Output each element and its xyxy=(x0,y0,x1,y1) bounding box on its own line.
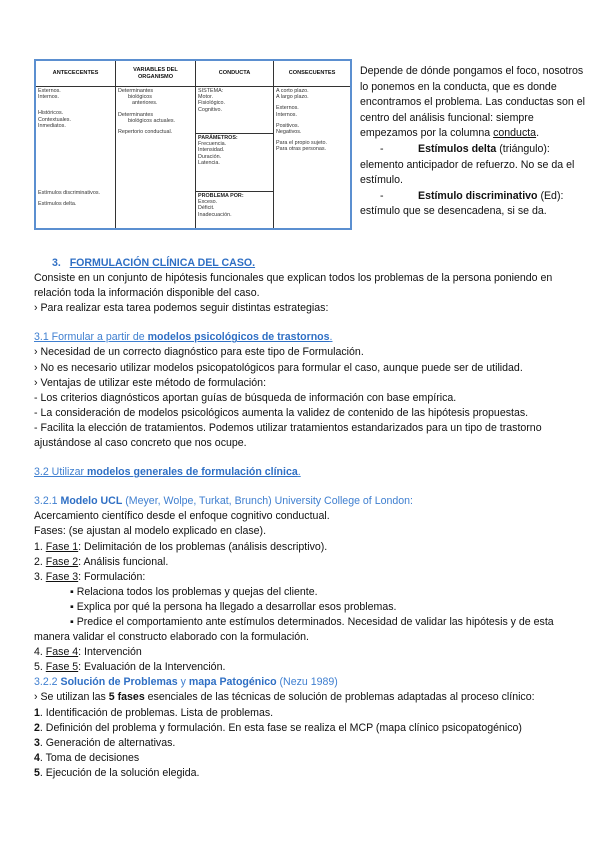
delta-term: Estímulos delta xyxy=(418,142,497,155)
organismo-column xyxy=(116,61,196,228)
phase-item xyxy=(34,645,574,660)
diagram-text: Repertorio conductual. xyxy=(118,129,173,136)
diagram-text: Determinantes xyxy=(118,111,154,118)
phase-number: 5. xyxy=(34,661,46,674)
heading-number: 3. xyxy=(52,257,61,269)
dash-bullet: - xyxy=(380,142,384,155)
diagram-text: Inadecuación. xyxy=(198,211,232,218)
diagram-text: Para el propio sujeto. xyxy=(276,140,327,147)
diagram-text: Contextuales. xyxy=(38,116,71,123)
phase-item xyxy=(34,570,574,585)
phase-text: : Formulación: xyxy=(78,570,146,583)
ed-term: Estímulo discriminativo xyxy=(418,189,538,202)
side-paragraph xyxy=(360,64,586,220)
section-3-2-1-heading xyxy=(34,494,574,509)
phase-label: Fase 3 xyxy=(45,570,79,583)
list-line: › Necesidad de un correcto diagnóstico para este tipo de Formulación. xyxy=(34,346,364,359)
step-text: . Definición del problema y formulación. En esta fase se realiza el MCP (mapa clínico psicopatogénico) xyxy=(39,721,522,734)
diagram-text: Cognitivo. xyxy=(198,106,222,113)
diagram-text: Históricos. xyxy=(38,110,64,117)
phase-item xyxy=(34,540,574,555)
diagram-text: Inmediatos. xyxy=(38,122,66,129)
step-number: 3 xyxy=(34,736,40,749)
diagram-text: Exceso. xyxy=(198,199,218,206)
phase-item xyxy=(34,555,574,570)
diagram-text: biológicos xyxy=(128,94,152,101)
diagram-text: Motor. xyxy=(198,94,213,101)
step-item xyxy=(34,736,574,751)
step-text: . Ejecución de la solución elegida. xyxy=(39,766,200,779)
heading-number: 3.2.2 xyxy=(34,676,61,689)
phase-label: Fase 1 xyxy=(45,540,79,553)
conducta-header: CONDUCTA xyxy=(196,61,273,87)
delta-item xyxy=(360,142,586,189)
step-item xyxy=(34,706,574,721)
step-number: 2 xyxy=(34,721,40,734)
heading-title: FORMULACIÓN CLÍNICA DEL CASO. xyxy=(69,257,256,269)
heading-rest: (Nezu 1989) xyxy=(276,676,338,689)
phase-text: : Intervención xyxy=(78,646,142,659)
diagram-text: A largo plazo. xyxy=(276,94,309,101)
bullet-line: ▪ Explica por qué la persona ha llegado a desarrollar esos problemas. xyxy=(70,600,397,613)
dash-bullet: - xyxy=(380,189,384,202)
diagram-text: Intensidad. xyxy=(198,147,225,154)
intro-paragraph: Consiste en un conjunto de hipótesis funcionales que explican todos los problemas de la persona poniendo en relación toda la información disponible del caso. xyxy=(34,272,553,300)
diagram-text: Negativos. xyxy=(276,129,302,136)
diagram-text: A corto plazo. xyxy=(276,88,309,94)
phase-number: 2. xyxy=(34,555,46,568)
consecuentes-header: CONSECUENTES xyxy=(274,61,350,87)
consecuentes-column xyxy=(274,61,350,228)
diagram-text: Positivos. xyxy=(276,122,300,129)
diagram-text: Para otras personas. xyxy=(276,146,327,153)
heading-end: . xyxy=(329,331,333,344)
phase-number: 1. xyxy=(34,540,46,553)
diagram-text: Estímulos delta. xyxy=(38,201,77,208)
list-line: - Los criterios diagnósticos aportan guías de búsqueda de información con base empírica. xyxy=(34,391,457,404)
functional-analysis-diagram xyxy=(34,59,352,230)
diagram-text: Fisiológico. xyxy=(198,100,225,107)
step-text: . Toma de decisiones xyxy=(39,751,140,764)
step-number: 1 xyxy=(34,706,40,719)
section-3-2-2-heading xyxy=(34,675,574,690)
diagram-text: biológicos actuales. xyxy=(128,117,176,124)
step-number: 4 xyxy=(34,751,40,764)
heading-bold: modelos psicológicos de trastornos xyxy=(147,331,330,344)
antecedentes-items xyxy=(36,87,115,130)
consecuentes-items xyxy=(274,87,350,154)
organismo-items xyxy=(116,87,195,136)
phase-number: 3. xyxy=(34,570,46,583)
focus-paragraph xyxy=(360,64,586,142)
step-text: . Generación de alternativas. xyxy=(39,736,176,749)
phase-text: : Análisis funcional. xyxy=(78,555,169,568)
step-item xyxy=(34,766,574,781)
text-line: Fases: (se ajustan al modelo explicado en clase). xyxy=(34,525,267,538)
diagram-text: Latencia. xyxy=(198,159,220,166)
diagram-text: Externos. xyxy=(38,88,61,94)
section-3-heading xyxy=(34,256,574,271)
list-line: › Ventajas de utilizar este método de formulación: xyxy=(34,376,267,389)
text: esenciales de las técnicas de solución de problemas adaptadas al proceso clínico: xyxy=(144,691,535,704)
phase-label: Fase 5 xyxy=(45,661,79,674)
section-3-2-heading xyxy=(34,465,574,480)
bold-text: 5 fases xyxy=(108,691,145,704)
heading-prefix: 3.1 Formular a partir de xyxy=(34,331,148,344)
sistema-block xyxy=(196,87,273,114)
heading-bold: Modelo UCL xyxy=(60,495,123,508)
diagram-text: PARÁMETROS: xyxy=(198,135,238,141)
heading-end: . xyxy=(297,466,301,479)
list-line: › No es necesario utilizar modelos psicopatológicos para formular el caso, aunque puede ser de utilidad. xyxy=(34,361,523,374)
s322-intro xyxy=(34,690,574,705)
diagram-text: Duración. xyxy=(198,153,222,160)
step-item xyxy=(34,721,574,736)
phase-text: : Evaluación de la Intervención. xyxy=(78,661,226,674)
ed-item xyxy=(360,189,586,220)
heading-bold: modelos generales de formulación clínica xyxy=(86,466,298,479)
diagram-text: Internos. xyxy=(38,94,59,101)
diagram-text: Internos. xyxy=(276,111,297,118)
diagram-text: PROBLEMA POR: xyxy=(198,193,244,199)
antecedentes-bottom xyxy=(36,189,115,208)
diagram-text: Déficit. xyxy=(198,205,215,212)
phase-text: : Delimitación de los problemas (análisis descriptivo). xyxy=(78,540,328,553)
step-number: 5 xyxy=(34,766,40,779)
text: › Se utilizan las xyxy=(34,691,109,704)
antecedentes-column xyxy=(36,61,116,228)
problema-block xyxy=(196,191,273,228)
antecedentes-header: ANTECECENTES xyxy=(36,61,115,87)
diagram-text: Frecuencia. xyxy=(198,141,227,148)
list-line: - Facilita la elección de tratamientos. Podemos utilizar tratamientos estandarizados para un tipo de trastorno ajustándose al caso concreto que nos ocupe. xyxy=(34,421,542,450)
text: (Ed): estímulo que se desencadena, si se da. xyxy=(360,189,564,218)
heading-number: 3.2.1 xyxy=(34,495,61,508)
section-3-1-heading xyxy=(34,330,574,345)
conducta-column xyxy=(196,61,274,228)
text: (triángulo): elemento anticipador de refuerzo. No se da el estímulo. xyxy=(360,142,575,187)
main-content xyxy=(34,256,574,781)
step-item xyxy=(34,751,574,766)
intro-strategies: › Para realizar esta tarea podemos seguir distintas estrategias: xyxy=(34,302,329,315)
heading-prefix: 3.2 Utilizar xyxy=(34,466,87,479)
heading-bold: mapa Patogénico xyxy=(188,676,277,689)
bullet-line: ▪ Relaciona todos los problemas y quejas del cliente. xyxy=(70,585,318,598)
organismo-header: VARIABLES DEL ORGANISMO xyxy=(116,61,195,87)
phase-item xyxy=(34,660,574,675)
diagram-text: Determinantes xyxy=(118,88,154,94)
phase-label: Fase 2 xyxy=(45,555,79,568)
text: Depende de dónde pongamos el foco, nosotros lo ponemos en la conducta, que es donde encontramos el problema. Las conductas son el centro del análisis funcional: siempre empezamos por la columna xyxy=(360,65,585,140)
list-line: - La consideración de modelos psicológicos aumenta la validez de contenido de las hipótesis propuestas. xyxy=(34,406,529,419)
parametros-block xyxy=(196,133,273,189)
bullet-line-wrap xyxy=(34,615,574,645)
heading-rest: (Meyer, Wolpe, Turkat, Brunch) University College of London: xyxy=(122,495,413,508)
heading-mid: y xyxy=(177,676,189,689)
text-line: Acercamiento científico desde el enfoque cognitivo conductual. xyxy=(34,510,330,523)
bullet-line: ▪ Predice el comportamiento ante estímulos determinados. Necesidad de validar las hipótesis y de esta manera validar el constructo elaborado con la formulación. xyxy=(34,615,554,644)
heading-bold: Solución de Problemas xyxy=(60,676,178,689)
conducta-underline: conducta xyxy=(493,127,537,140)
diagram-text: anteriores. xyxy=(132,100,158,107)
step-text: . Identificación de problemas. Lista de problemas. xyxy=(39,706,274,719)
diagram-text: Estímulos discriminativos. xyxy=(38,190,101,196)
phase-label: Fase 4 xyxy=(45,646,79,659)
diagram-text: SISTEMA: xyxy=(198,88,224,94)
text: . xyxy=(536,127,540,140)
phase-number: 4. xyxy=(34,646,46,659)
diagram-text: Externos. xyxy=(276,105,299,112)
